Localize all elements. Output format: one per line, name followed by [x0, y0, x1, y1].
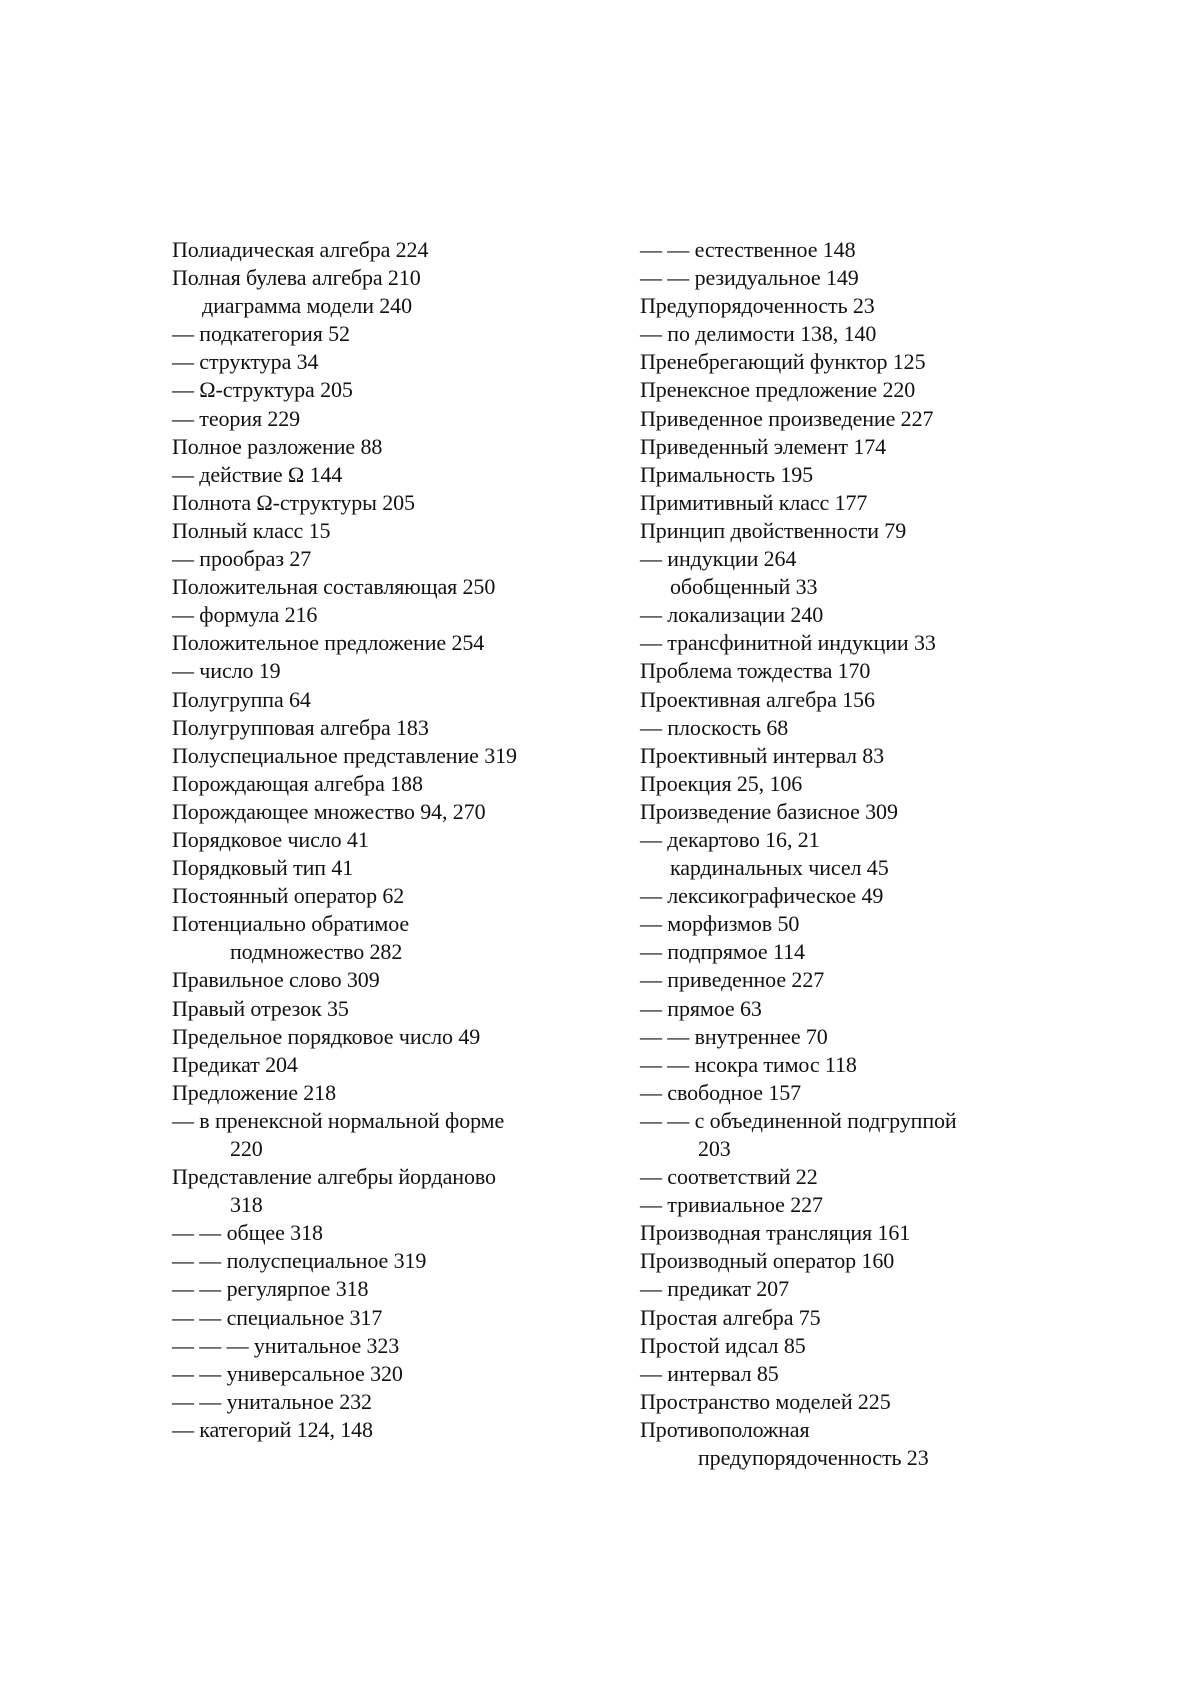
index-entry: Правильное слово 309 — [172, 967, 380, 993]
index-entry: Представление алгебры йорданово — [172, 1164, 496, 1190]
index-entry: Пренебрегающий функтор 125 — [640, 349, 926, 375]
index-entry: — — регулярпое 318 — [172, 1276, 369, 1302]
index-entry: 203 — [698, 1136, 731, 1161]
index-entry: Проекция 25, 106 — [640, 770, 803, 796]
index-entry: Порядковое число 41 — [172, 826, 369, 852]
index-entry: — индукции 264 — [640, 546, 797, 572]
index-entry: Порождающее множество 94, 270 — [172, 798, 486, 824]
index-entry: Проективная алгебра 156 — [640, 686, 875, 712]
index-entry: — прямое 63 — [640, 995, 762, 1021]
index-entry: — формула 216 — [172, 602, 318, 628]
index-entry: Проблема тождества 170 — [640, 658, 871, 684]
index-entry: — тривиальное 227 — [640, 1192, 823, 1218]
index-entry: — трансфинитной индукции 33 — [640, 630, 936, 656]
index-entry: Постоянный оператор 62 — [172, 883, 405, 909]
index-entry: Производная трансляция 161 — [640, 1220, 911, 1246]
index-entry: — — — унитальное 323 — [172, 1332, 400, 1358]
index-entry: — — универсальное 320 — [172, 1360, 403, 1386]
index-entry: — категорий 124, 148 — [172, 1416, 373, 1442]
index-entry: Противоположная — [640, 1416, 810, 1442]
index-entry: Полугруппа 64 — [172, 686, 311, 712]
index-entry: — число 19 — [172, 658, 281, 684]
index-entry: — декартово 16, 21 — [640, 826, 820, 852]
index-entry: Положительное предложение 254 — [172, 630, 485, 656]
index-entry: Произведение базисное 309 — [640, 798, 898, 824]
index-entry: — в пренексной нормальной форме — [172, 1107, 505, 1133]
index-entry: — приведенное 227 — [640, 967, 825, 993]
index-entry: — лексикографическое 49 — [640, 883, 884, 909]
index-entry: Порядковый тип 41 — [172, 855, 354, 881]
index-entry: — — резидуальное 149 — [640, 265, 859, 291]
index-entry: — подкатегория 52 — [172, 321, 350, 347]
index-column-right — [640, 236, 1060, 1472]
index-entry: — действие Ω 144 — [172, 461, 343, 487]
index-entry: — плоскость 68 — [640, 714, 789, 740]
index-entry: Предельное порядковое число 49 — [172, 1023, 481, 1049]
index-entry: Правый отрезок 35 — [172, 995, 349, 1021]
index-entry: Пространство моделей 225 — [640, 1388, 891, 1414]
index-entry: Предупорядоченность 23 — [640, 293, 875, 319]
index-entry: Пренексное предложение 220 — [640, 377, 916, 403]
index-entry: Производный оператор 160 — [640, 1248, 895, 1274]
index-entry: — морфизмов 50 — [640, 911, 800, 937]
index-entry: Простая алгебра 75 — [640, 1304, 821, 1330]
index-entry: Приведенное произведение 227 — [640, 405, 934, 431]
index-entry: — прообраз 27 — [172, 546, 312, 572]
index-entry: Порождающая алгебра 188 — [172, 770, 423, 796]
index-entry: Полный класс 15 — [172, 517, 331, 543]
index-entry: — — нсокра тимос 118 — [640, 1051, 857, 1077]
index-entry: обобщенный 33 — [670, 574, 818, 600]
index-entry: подмножество 282 — [230, 939, 403, 965]
index-entry: — — внутреннее 70 — [640, 1023, 828, 1049]
index-entry: — предикат 207 — [640, 1276, 789, 1302]
index-entry: Полиадическая алгебра 224 — [172, 237, 429, 262]
index-entry: Простой идсал 85 — [640, 1332, 806, 1358]
index-column-left — [172, 236, 602, 1444]
index-entry: — по делимости 138, 140 — [640, 321, 877, 347]
index-entry: 220 — [230, 1136, 263, 1161]
index-entry: Примальность 195 — [640, 461, 814, 487]
index-entry: — локализации 240 — [640, 602, 824, 628]
index-entry: Предложение 218 — [172, 1079, 336, 1105]
index-entry: Полная булева алгебра 210 — [172, 265, 421, 291]
index-entry: — — общее 318 — [172, 1220, 323, 1246]
index-entry: Примитивный класс 177 — [640, 489, 868, 515]
index-entry: Полуспециальное представление 319 — [172, 742, 517, 768]
index-entry: — — полуспециальное 319 — [172, 1248, 427, 1274]
index-entry: Предикат 204 — [172, 1051, 298, 1077]
index-entry: — Ω-структура 205 — [172, 377, 353, 403]
index-entry: Полугрупповая алгебра 183 — [172, 714, 429, 740]
index-entry: Принцип двойственности 79 — [640, 517, 907, 543]
index-entry: — — естественное 148 — [640, 237, 856, 262]
index-entry: — теория 229 — [172, 405, 301, 431]
index-entry: Потенциально обратимое — [172, 911, 410, 937]
index-entry: — — с объединенной подгруппой — [640, 1107, 957, 1133]
index-entry: 318 — [230, 1192, 263, 1218]
index-entry: — подпрямое 114 — [640, 939, 805, 965]
index-entry: — свободное 157 — [640, 1079, 802, 1105]
index-entry: Приведенный элемент 174 — [640, 433, 887, 459]
index-entry: Полное разложение 88 — [172, 433, 383, 459]
index-entry: — — специальное 317 — [172, 1304, 383, 1330]
index-entry: — интервал 85 — [640, 1360, 779, 1386]
index-entry: — — унитальное 232 — [172, 1388, 372, 1414]
index-entry: Положительная составляющая 250 — [172, 574, 496, 600]
index-entry: предупорядоченность 23 — [698, 1445, 929, 1471]
index-entry: кардинальных чисел 45 — [670, 855, 889, 881]
index-entry: — структура 34 — [172, 349, 319, 375]
index-entry: диаграмма модели 240 — [202, 293, 412, 319]
index-entry: — соответствий 22 — [640, 1164, 818, 1190]
index-entry: Проективный интервал 83 — [640, 742, 885, 768]
index-entry: Полнота Ω-структуры 205 — [172, 489, 415, 515]
